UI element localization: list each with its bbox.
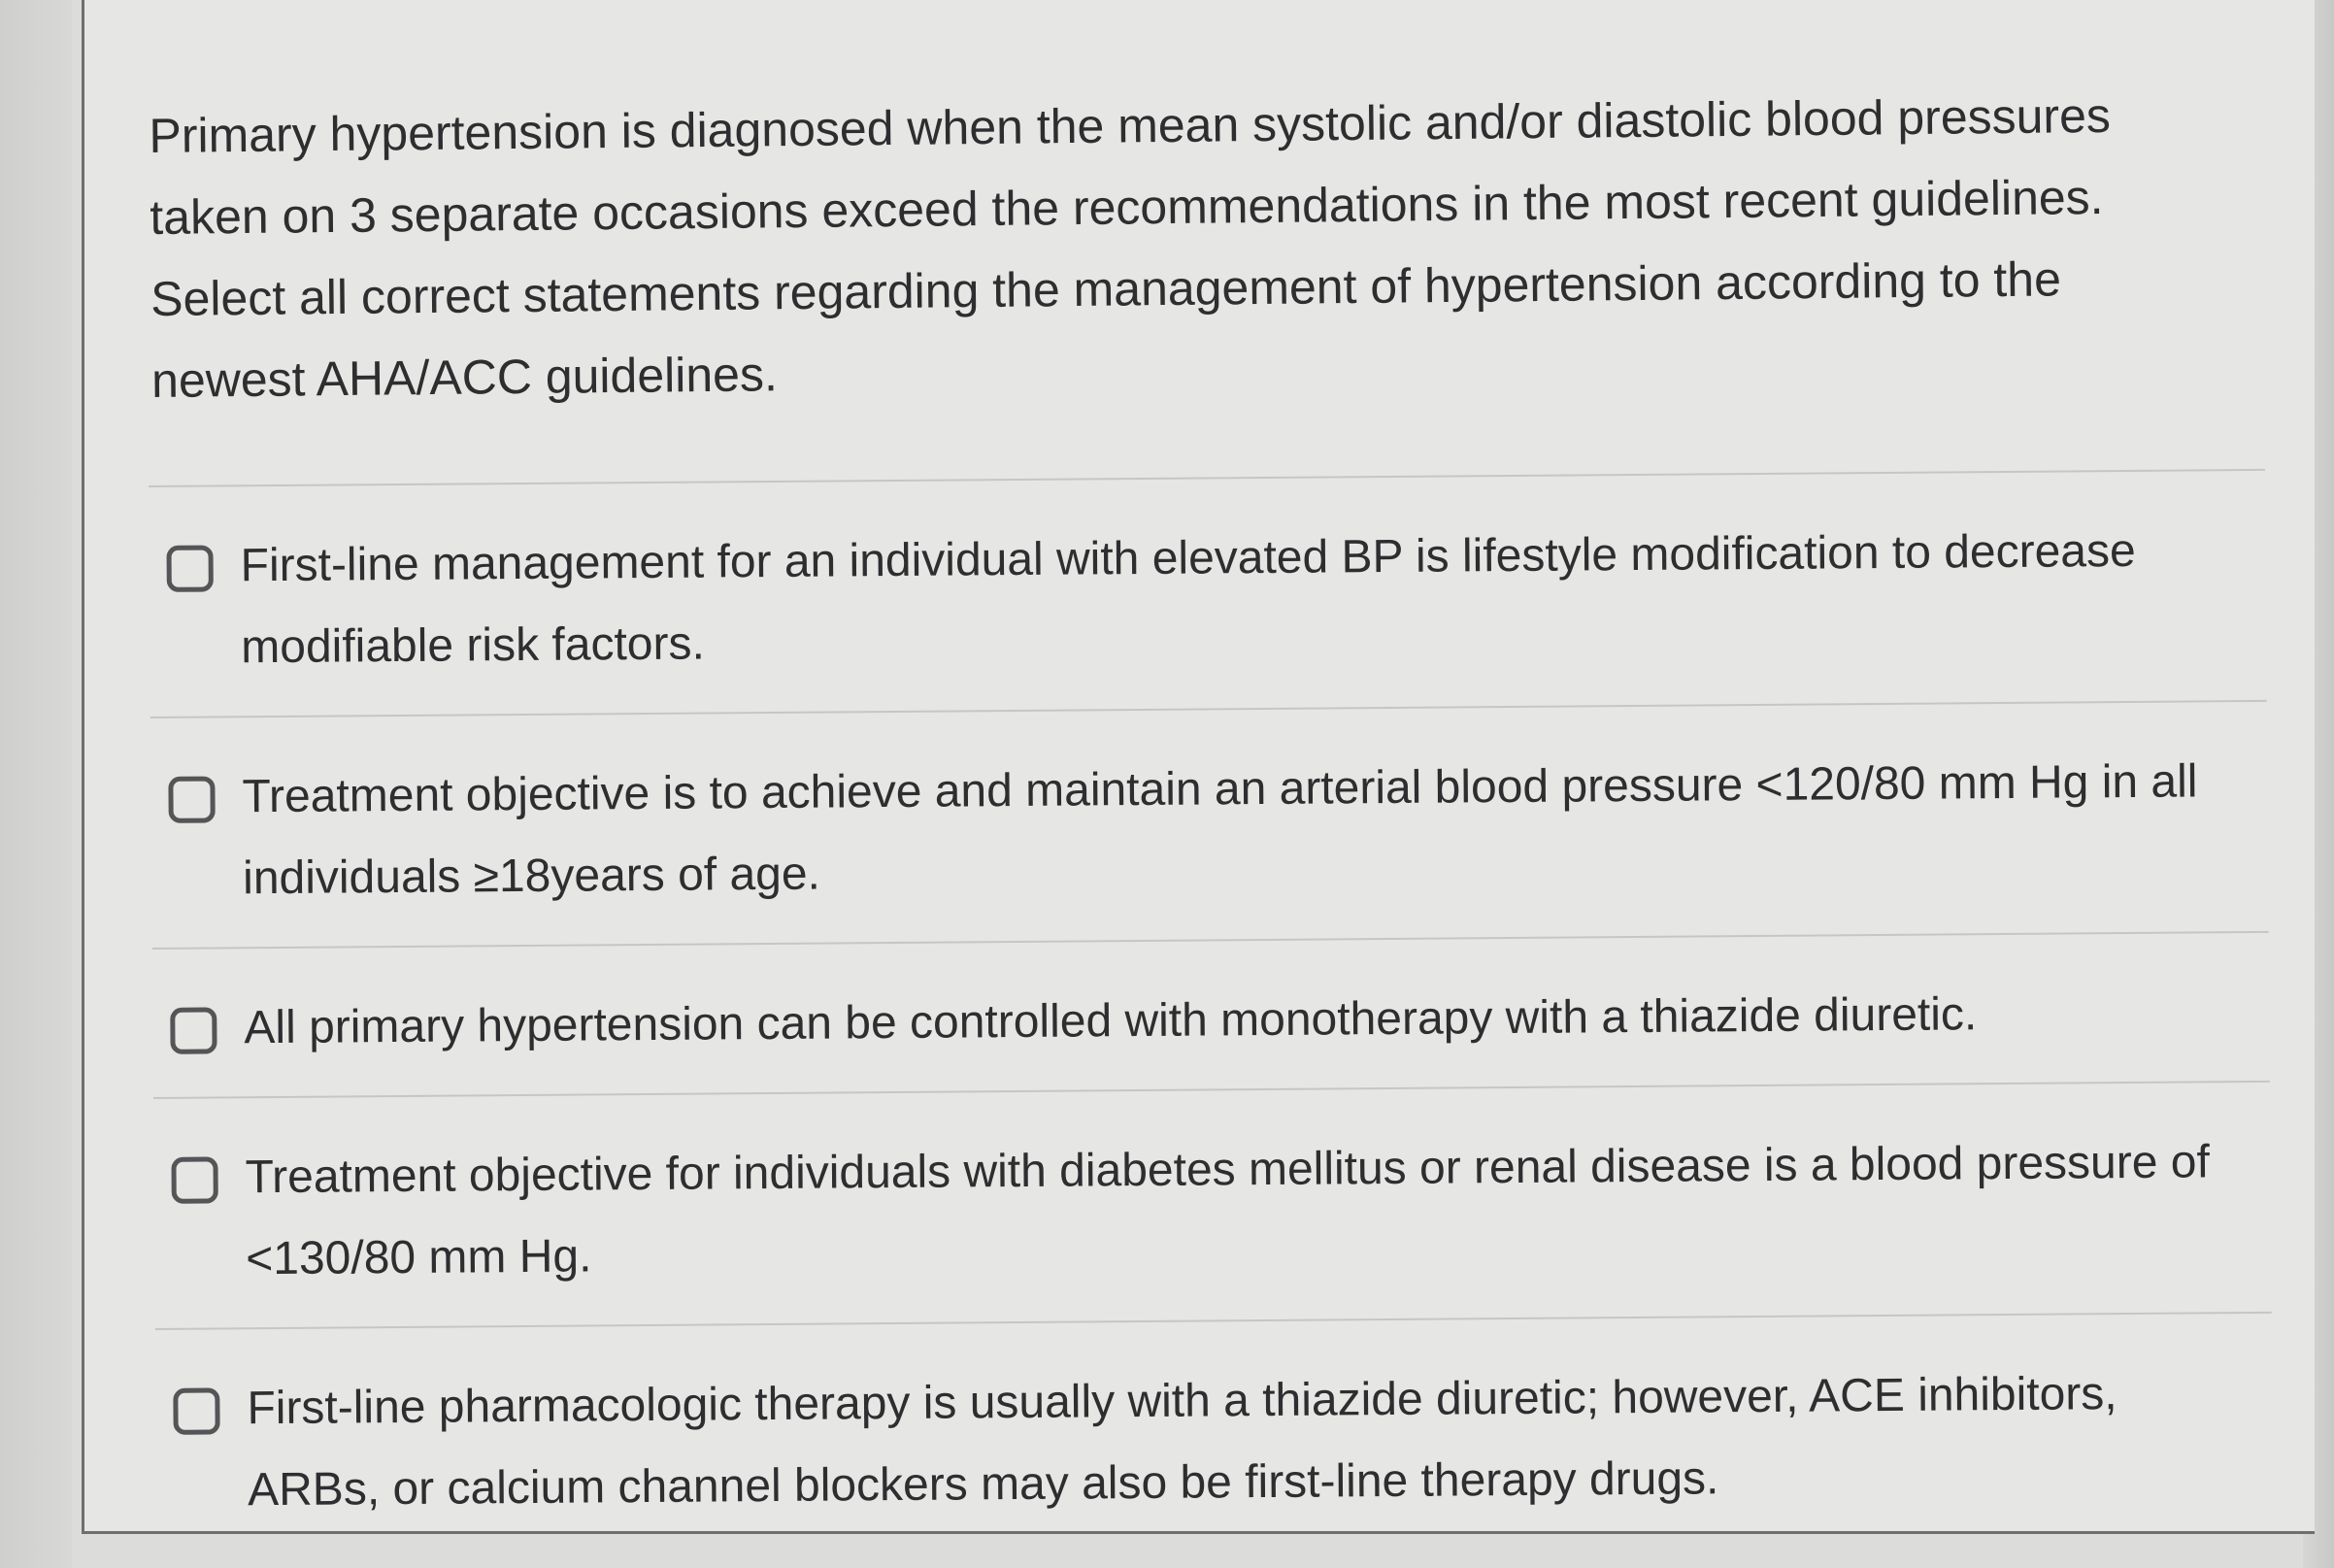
answer-option-label[interactable]: Treatment objective for individuals with diabetes mellitus or renal disease is a blood pressure of <130/80 mm Hg. — [245, 1136, 2210, 1285]
checkbox-icon[interactable] — [168, 776, 215, 822]
checkbox-icon[interactable] — [173, 1387, 219, 1434]
screen-bezel-left — [0, 0, 72, 1568]
answer-option-1[interactable] — [149, 471, 2267, 717]
answer-option-5[interactable] — [155, 1314, 2274, 1559]
answer-option-label[interactable]: All primary hypertension can be controlled with monotherapy with a thiazide diuretic. — [244, 988, 1978, 1054]
answer-option-3[interactable] — [152, 933, 2270, 1097]
checkbox-icon[interactable] — [171, 1156, 217, 1203]
checkbox-icon[interactable] — [170, 1007, 217, 1053]
answer-option-4[interactable] — [153, 1083, 2272, 1328]
answer-option-label[interactable]: First-line management for an individual with elevated BP is lifestyle modification to decrease modifiable risk factors. — [240, 524, 2136, 674]
answer-options-list — [149, 469, 2274, 1559]
answer-option-label[interactable]: First-line pharmacologic therapy is usually with a thiazide diuretic; however, ACE inhibitors, ARBs, or calcium channel blockers may also be first-line therapy drugs. — [247, 1368, 2117, 1517]
checkbox-icon[interactable] — [166, 545, 213, 591]
question-card — [82, 0, 2315, 1534]
question-prompt: Primary hypertension is diagnosed when the mean systolic and/or diastolic blood pressures taken on 3 separate occasions exceed the recommendations in the most recent guidelines. Select all correct statements regarding the management of hypertension according to the newest AHA/ACC guidelines. — [149, 87, 2112, 408]
answer-option-label[interactable]: Treatment objective is to achieve and maintain an arterial blood pressure <120/80 mm Hg in all individuals ≥18years of age. — [242, 755, 2198, 905]
answer-option-2[interactable] — [150, 702, 2269, 948]
